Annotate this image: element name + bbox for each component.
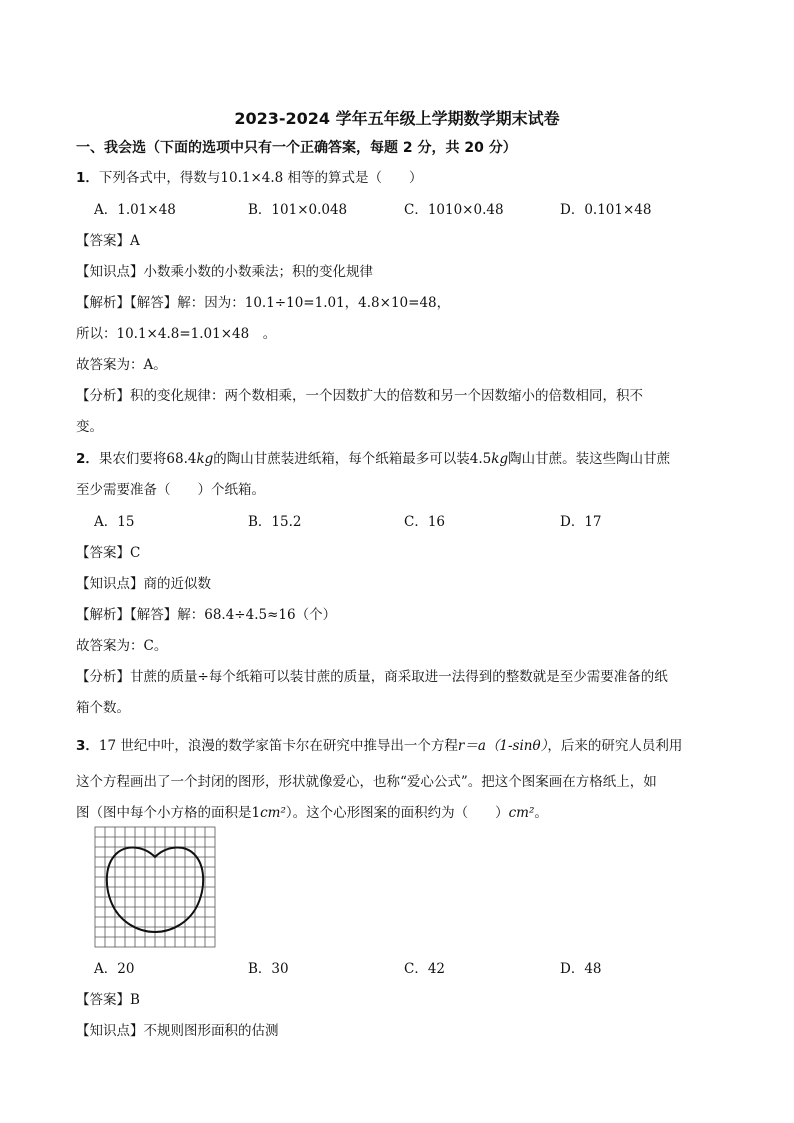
unit-kg: kg xyxy=(491,451,509,467)
q2-number: 2． xyxy=(76,451,99,467)
q3-stem-part: 图（图中每个小方格的面积是1 xyxy=(76,805,261,821)
q3-stem-part: 17 世纪中叶，浪漫的数学家笛卡尔在研究中推导出一个方程 xyxy=(98,738,458,754)
q3-stem-part: ）。这个心形图案的面积约为（ ） xyxy=(285,805,509,821)
q1-option-c: C．1010×0.48 xyxy=(404,202,504,218)
fenxi-text: 积的变化规律：两个数相乘，一个因数扩大的倍数和另一个因数缩小的倍数相同，积不 xyxy=(130,388,643,404)
q3-option-b: B．30 xyxy=(248,961,289,977)
unit-cm2: cm² xyxy=(260,805,286,821)
analysis-text: 解：因为：10.1÷10=1.01，4.8×10=48， xyxy=(177,295,451,311)
q2-stem-line2: 至少需要准备（ ）个纸箱。 xyxy=(76,482,265,498)
q1-fenxi-line2: 变。 xyxy=(76,419,103,435)
knowledge-text: 小数乘小数的小数乘法；积的变化规律 xyxy=(143,264,373,280)
q3-knowledge xyxy=(76,1019,279,1039)
fenxi-text: 甘蔗的质量÷每个纸箱可以装甘蔗的质量，商采取进一法得到的整数就是至少需要准备的纸 xyxy=(130,669,668,685)
q2-analysis xyxy=(76,603,336,623)
q1-analysis xyxy=(76,291,450,311)
q3-option-a: A．20 xyxy=(94,961,135,977)
fenxi-tag: 【分析】 xyxy=(76,388,130,404)
q2-knowledge xyxy=(76,572,211,592)
q3-answer xyxy=(76,988,140,1008)
q2-option-a: A．15 xyxy=(94,514,135,530)
answer-tag: 【答案】 xyxy=(76,992,130,1008)
analysis-tag: 【解析】【解答】 xyxy=(76,295,178,311)
q2-conclusion: 故答案为：C。 xyxy=(76,638,168,654)
knowledge-text: 不规则图形面积的估测 xyxy=(143,1023,279,1039)
q1-stem xyxy=(76,166,423,186)
q3-option-d: D．48 xyxy=(560,961,602,977)
answer-value: A xyxy=(130,233,140,249)
knowledge-tag: 【知识点】 xyxy=(76,264,144,280)
analysis-tag: 【解析】【解答】 xyxy=(76,607,178,623)
q1-option-b: B．101×0.048 xyxy=(248,202,348,218)
answer-value: B xyxy=(130,992,140,1008)
answer-tag: 【答案】 xyxy=(76,233,130,249)
q3-option-c: C．42 xyxy=(404,961,446,977)
answer-value: C xyxy=(130,545,141,561)
knowledge-text: 商的近似数 xyxy=(143,576,211,592)
grid-heart-figure xyxy=(94,826,218,950)
q3-stem-line3 xyxy=(76,801,548,821)
page-title: 2023-2024 学年五年级上学期数学期末试卷 xyxy=(234,109,560,128)
q2-stem-part: 的陶山甘蔗装进纸箱，每个纸箱最多可以装4.5 xyxy=(213,451,492,467)
q1-option-a: A．1.01×48 xyxy=(94,202,176,218)
unit-cm2: cm² xyxy=(508,805,535,821)
answer-tag: 【答案】 xyxy=(76,545,130,561)
q1-answer xyxy=(76,229,140,249)
q2-option-c: C．16 xyxy=(404,514,446,530)
q3-stem xyxy=(76,734,682,754)
q2-stem-part: 陶山甘蔗。装这些陶山甘蔗 xyxy=(508,451,671,467)
section-heading: 一、我会选（下面的选项中只有一个正确答案，每题 2 分，共 20 分） xyxy=(76,140,517,156)
knowledge-tag: 【知识点】 xyxy=(76,1023,144,1039)
q1-number: 1． xyxy=(76,170,99,186)
analysis-text: 解：68.4÷4.5≈16（个） xyxy=(177,607,337,623)
q2-fenxi xyxy=(76,665,668,685)
knowledge-tag: 【知识点】 xyxy=(76,576,144,592)
q2-stem xyxy=(76,447,670,467)
q3-stem-line2: 这个方程画出了一个封闭的图形，形状就像爱心，也称“爱心公式”。把这个图案画在方格纸上，如 xyxy=(76,774,657,790)
q2-stem-part: 果农们要将68.4 xyxy=(98,451,197,467)
q2-option-d: D．17 xyxy=(560,514,602,530)
unit-kg: kg xyxy=(196,451,214,467)
q1-fenxi xyxy=(76,384,643,404)
q2-fenxi-line2: 箱个数。 xyxy=(76,700,130,716)
q3-stem-part: 。 xyxy=(534,805,548,821)
q3-number: 3． xyxy=(76,738,99,754)
q1-knowledge xyxy=(76,260,373,280)
q1-stem-text: 下列各式中，得数与10.1×4.8 相等的算式是（ ） xyxy=(98,170,423,186)
q1-conclusion: 故答案为：A。 xyxy=(76,357,167,373)
q2-answer xyxy=(76,541,140,561)
fenxi-tag: 【分析】 xyxy=(76,669,130,685)
q2-option-b: B．15.2 xyxy=(248,514,302,530)
cardioid-equation: r＝a（1-sinθ） xyxy=(457,738,548,754)
q1-analysis-line2: 所以：10.1×4.8=1.01×48 。 xyxy=(76,326,277,342)
q1-option-d: D．0.101×48 xyxy=(560,202,652,218)
q3-stem-part: ，后来的研究人员利用 xyxy=(547,738,683,754)
